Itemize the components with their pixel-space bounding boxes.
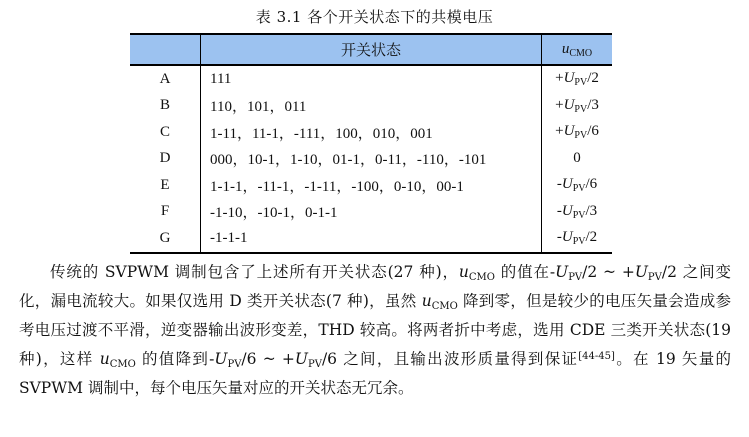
common-mode-voltage-table: [130, 33, 612, 254]
row-ucmo: $+U_{PV}/2$: [555, 70, 599, 89]
row-switch-states: -1-1-1: [201, 225, 542, 253]
table-row: [130, 172, 612, 199]
table-row: [130, 146, 612, 173]
row-label: F: [160, 203, 170, 220]
header-switch-states: 开关状态: [201, 34, 542, 65]
table-caption: 表 3.1 各个开关状态下的共模电压: [255, 8, 494, 26]
header-ucmo: $u_{CMO}$: [542, 34, 613, 65]
row-switch-states: -1-10，-10-1，0-1-1: [201, 199, 542, 226]
row-ucmo: 0: [573, 150, 581, 167]
row-label: G: [130, 225, 201, 253]
table-row: [130, 199, 612, 226]
row-switch-states: 110，101，011: [201, 93, 542, 120]
body-paragraph: 传统的 SVPWM 调制包含了上述所有开关状态(27 种)，$u_{CMO}$ 的值在$-U_{PV}/2$ ~ $+U_{PV}/2$ 之间变化，漏电流较大。如果仅选用 D 类开关状态(7 种)，虽然 $u_{CMO}$ 降到零，但是较少的电压矢量会造成参考电压过渡不平滑，逆变器输出波形变差，THD 较高。将两者折中考虑，选用 CDE 三类开关状态(19 种)，这样 $u_{CMO}$ 的值降到$-U_{PV}/6$ ~ $+U_{PV}/6$ 之间，且输出波形质量得到保证[44-45]。在 19 矢量的 SVPWM 调制中，每个电压矢量对应的开关状态无冗余。: [19, 263, 732, 397]
row-ucmo: $+U_{PV}/3$: [555, 96, 599, 115]
row-ucmo: $-U_{PV}/6$: [556, 176, 598, 195]
row-label: E: [160, 176, 170, 193]
row-ucmo: $+U_{PV}/6$: [555, 123, 599, 142]
citation-ref: [44-45]: [578, 351, 615, 362]
row-label: A: [159, 70, 171, 87]
row-ucmo: $-U_{PV}/2$: [542, 225, 613, 253]
table-header-row: [130, 34, 612, 65]
header-blank: [130, 34, 201, 65]
row-switch-states: 1-11，11-1，-111，100，010，001: [201, 119, 542, 146]
table-row: [130, 225, 612, 253]
row-switch-states: 1-1-1，-11-1，-1-11，-100，0-10，00-1: [201, 172, 542, 199]
row-label: D: [159, 150, 171, 167]
row-switch-states: 111: [201, 65, 542, 93]
table-row: [130, 93, 612, 120]
table-row: [130, 119, 612, 146]
table-row: [130, 65, 612, 93]
row-label: B: [159, 97, 170, 114]
table-body: [130, 65, 612, 253]
row-label: C: [159, 123, 170, 140]
row-switch-states: 000，10-1，1-10，01-1，0-11，-110，-101: [201, 146, 542, 173]
row-ucmo: $-U_{PV}/3$: [556, 202, 598, 221]
